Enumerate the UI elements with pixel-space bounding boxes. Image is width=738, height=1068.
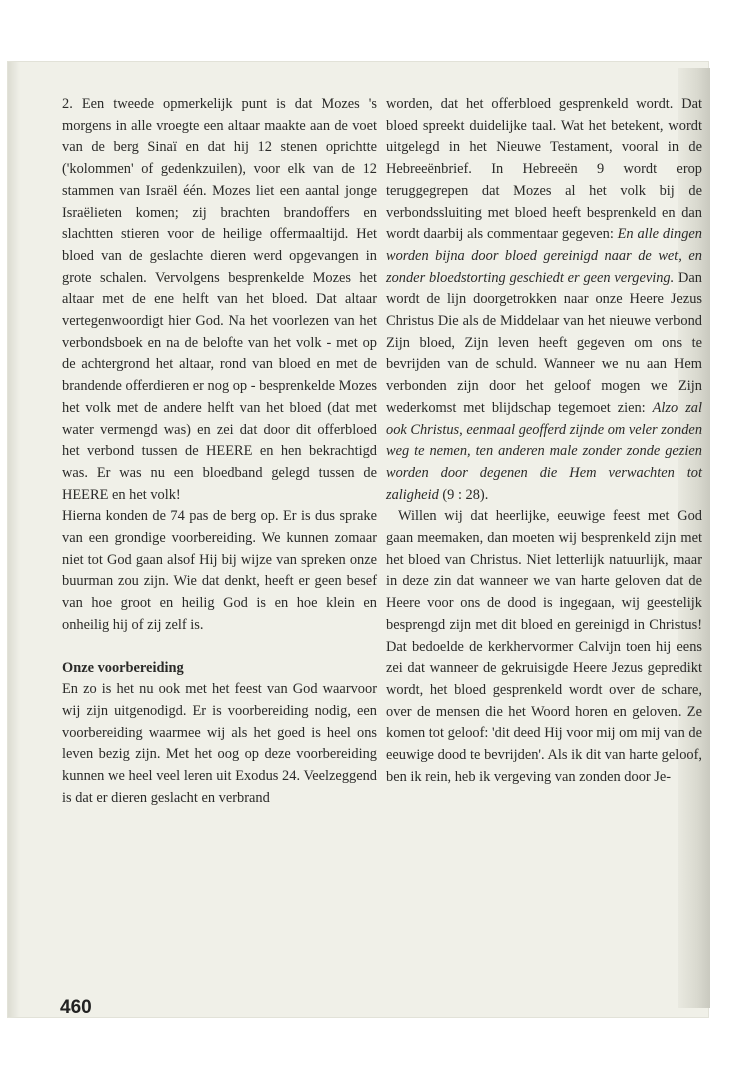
paragraph-voorbereiding: Hierna konden de 74 pas de berg op. Er is dus sprake van een grondige voorbereiding. We kunnen zomaar niet tot God gaan alsof Hij bij wijze van spreken onze buurman zou zijn. Wie dat denkt, heeft er geen besef van hoe groot en heilig God is en hoe klein en onheilig hij of zij zelf is.	[62, 508, 377, 633]
section-heading: Onze voorbereiding	[62, 659, 184, 676]
scripture-reference: (9 : 28).	[438, 486, 489, 503]
left-column	[62, 94, 377, 810]
paragraph-besprenkeld: Willen wij dat heerlijke, eeuwige feest met God gaan meemaken, dan moeten wij besprenkeld zijn met het bloed van Christus. Niet letterlijk natuurlijk, maar in deze zin dat wanneer we van harte geloven dat de Heere voor ons de dood is ingegaan, wij geestelijk besprengd zijn met dit bloed en gereinigd in Christus! Dat bedoelde de kerkhervormer Calvijn toen hij eens zei dat wanneer de gekruisigde Heere Jezus gepredikt wordt, het bloed gesprenkeld wordt over de schare, over de mensen die het Woord horen en geloven. Ze komen tot geloof: 'dit deed Hij voor mij om mij van de eeuwige dood te bevrijden'. Als ik dit van harte geloof, ben ik rein, heb ik vergeving van zonden door Je-	[386, 508, 702, 785]
book-page	[8, 62, 708, 1017]
quote-hebreeen-9-28: Alzo zal ook Christus, eenmaal geofferd zijnde om veler zonden weg te nemen, ten anderen male zonder zonde gezien worden door degenen die Hem verwachten tot zaligheid	[386, 399, 703, 503]
text-run: Dan wordt de lijn doorgetrokken naar onze Heere Jezus Christus Die als de Middelaar van het nieuwe verbond Zijn bloed, Zijn leven heeft gegeven om ons te bevrijden van de schuld. Wanneer we nu aan Hem verbonden zijn door het geloof mogen we Zijn wederkomst met blijdschap tegemoet zien:	[386, 269, 702, 416]
page-number: 460	[60, 997, 92, 1018]
paragraph-feest-van-god: En zo is het nu ook met het feest van God waarvoor wij zijn uitgenodigd. Er is voorbereiding nodig, een voorbereiding waarmee wij als het goed is heel ons leven bezig zijn. Met het oog op deze voorbereiding kunnen we heel veel leren uit Exodus 24. Veelzeggend is dat er dieren geslacht en verbrand	[62, 681, 377, 806]
right-column	[386, 94, 702, 789]
text-run: worden, dat het offerbloed gesprenkeld wordt. Dat bloed spreekt duidelijke taal. Wat het betekent, wordt uitgelegd in het Nieuwe Testament, vooral in de Hebreeënbrief. In Hebreeën 9 wordt erop teruggegrepen dat Mozes al het volk bij de verbondssluiting met bloed heeft besprenkeld en dan wordt daarbij als commentaar gegeven:	[386, 96, 702, 243]
paragraph-mozes-altaar: 2. Een tweede opmerkelijk punt is dat Mozes 's morgens in alle vroegte een altaar maakte aan de voet van de berg Sinaï en dat hij 12 stenen oprichtte ('kolommen' of gedenkzuilen), voor elk van de 12 stammen van Israël één. Mozes liet een aantal jonge Israëlieten komen; zij brachten brandoffers en slachtten stieren voor de heilige offermaaltijd. Het bloed van de geslachte dieren werd opgevangen in grote schalen. Vervolgens besprenkelde Mozes het altaar met de ene helft van het bloed. Dat altaar vertegenwoordigt hier God. Na het voorlezen van het verbondsboek en na de belofte van het volk - met op de achtergrond het altaar, rond van bloed en met de brandende offerdieren er nog op - besprenkelde Mozes het volk met de andere helft van het bloed (dat met water vermengd was) en zei dat door dit offerbloed het verbond tussen de HEERE en hen bekrachtigd was. Er was nu een bloedband gelegd tussen de HEERE en het volk!	[62, 96, 377, 503]
quote-hebreeen-9-22: En alle dingen worden bijna door bloed gereinigd naar de wet, en zonder bloedstorting geschiedt er geen vergeving.	[386, 226, 702, 286]
page-binding-shadow	[8, 62, 20, 1017]
paragraph-offerbloed	[386, 94, 702, 506]
